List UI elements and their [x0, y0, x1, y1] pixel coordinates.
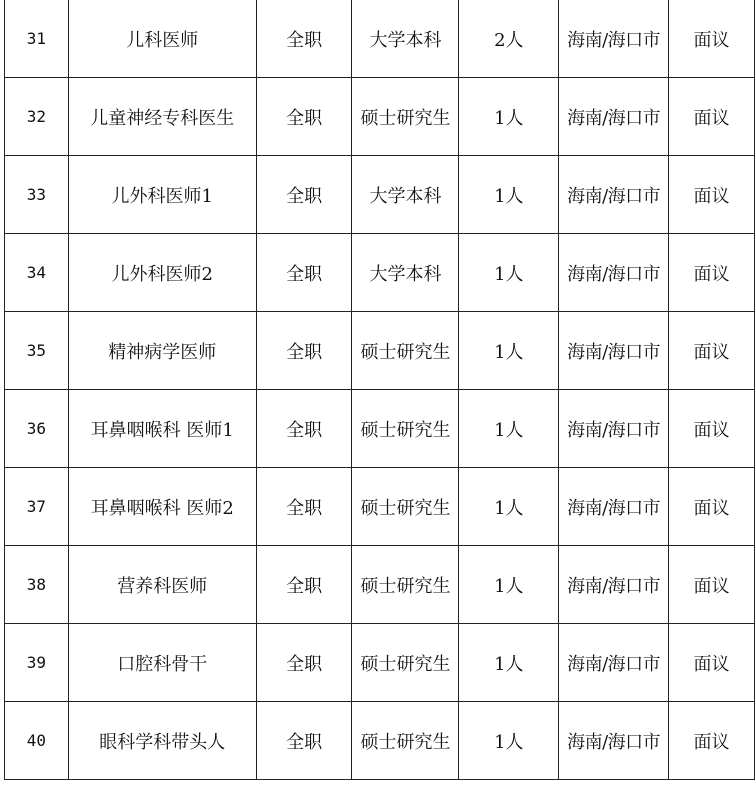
- salary: 面议: [669, 468, 755, 546]
- work-location: 海南/海口市: [559, 390, 669, 468]
- employment-type: 全职: [256, 78, 352, 156]
- table-row: [5, 546, 755, 624]
- employment-type: 全职: [256, 390, 352, 468]
- position-name: 儿童神经专科医生: [68, 78, 256, 156]
- row-number: 35: [5, 312, 69, 390]
- work-location: 海南/海口市: [559, 156, 669, 234]
- position-name: 儿外科医师2: [68, 234, 256, 312]
- employment-type: 全职: [256, 702, 352, 780]
- work-location: 海南/海口市: [559, 468, 669, 546]
- education-requirement: 硕士研究生: [352, 78, 459, 156]
- education-requirement: 硕士研究生: [352, 312, 459, 390]
- table-row: [5, 624, 755, 702]
- table-row: [5, 156, 755, 234]
- position-name: 营养科医师: [68, 546, 256, 624]
- headcount: 1人: [459, 546, 559, 624]
- education-requirement: 硕士研究生: [352, 390, 459, 468]
- table-row: [5, 312, 755, 390]
- employment-type: 全职: [256, 0, 352, 78]
- position-name: 口腔科骨干: [68, 624, 256, 702]
- employment-type: 全职: [256, 312, 352, 390]
- salary: 面议: [669, 624, 755, 702]
- headcount: 1人: [459, 78, 559, 156]
- table-row: [5, 78, 755, 156]
- education-requirement: 大学本科: [352, 156, 459, 234]
- position-name: 眼科学科带头人: [68, 702, 256, 780]
- education-requirement: 硕士研究生: [352, 546, 459, 624]
- position-name: 精神病学医师: [68, 312, 256, 390]
- headcount: 2人: [459, 0, 559, 78]
- headcount: 1人: [459, 234, 559, 312]
- education-requirement: 硕士研究生: [352, 624, 459, 702]
- row-number: 32: [5, 78, 69, 156]
- salary: 面议: [669, 702, 755, 780]
- work-location: 海南/海口市: [559, 546, 669, 624]
- position-name: 耳鼻咽喉科 医师1: [68, 390, 256, 468]
- salary: 面议: [669, 234, 755, 312]
- work-location: 海南/海口市: [559, 234, 669, 312]
- position-name: 耳鼻咽喉科 医师2: [68, 468, 256, 546]
- employment-type: 全职: [256, 468, 352, 546]
- employment-type: 全职: [256, 624, 352, 702]
- education-requirement: 大学本科: [352, 0, 459, 78]
- headcount: 1人: [459, 390, 559, 468]
- row-number: 34: [5, 234, 69, 312]
- row-number: 39: [5, 624, 69, 702]
- headcount: 1人: [459, 312, 559, 390]
- row-number: 38: [5, 546, 69, 624]
- job-listing-table: [4, 0, 755, 780]
- table-row: [5, 702, 755, 780]
- table-row: [5, 0, 755, 78]
- row-number: 31: [5, 0, 69, 78]
- work-location: 海南/海口市: [559, 624, 669, 702]
- salary: 面议: [669, 546, 755, 624]
- headcount: 1人: [459, 468, 559, 546]
- position-name: 儿科医师: [68, 0, 256, 78]
- salary: 面议: [669, 78, 755, 156]
- salary: 面议: [669, 390, 755, 468]
- education-requirement: 硕士研究生: [352, 702, 459, 780]
- employment-type: 全职: [256, 546, 352, 624]
- education-requirement: 大学本科: [352, 234, 459, 312]
- headcount: 1人: [459, 702, 559, 780]
- salary: 面议: [669, 156, 755, 234]
- headcount: 1人: [459, 156, 559, 234]
- table-row: [5, 234, 755, 312]
- work-location: 海南/海口市: [559, 312, 669, 390]
- salary: 面议: [669, 312, 755, 390]
- employment-type: 全职: [256, 234, 352, 312]
- table-row: [5, 468, 755, 546]
- headcount: 1人: [459, 624, 559, 702]
- work-location: 海南/海口市: [559, 702, 669, 780]
- work-location: 海南/海口市: [559, 0, 669, 78]
- row-number: 40: [5, 702, 69, 780]
- salary: 面议: [669, 0, 755, 78]
- education-requirement: 硕士研究生: [352, 468, 459, 546]
- table-row: [5, 390, 755, 468]
- position-name: 儿外科医师1: [68, 156, 256, 234]
- row-number: 36: [5, 390, 69, 468]
- employment-type: 全职: [256, 156, 352, 234]
- work-location: 海南/海口市: [559, 78, 669, 156]
- row-number: 33: [5, 156, 69, 234]
- row-number: 37: [5, 468, 69, 546]
